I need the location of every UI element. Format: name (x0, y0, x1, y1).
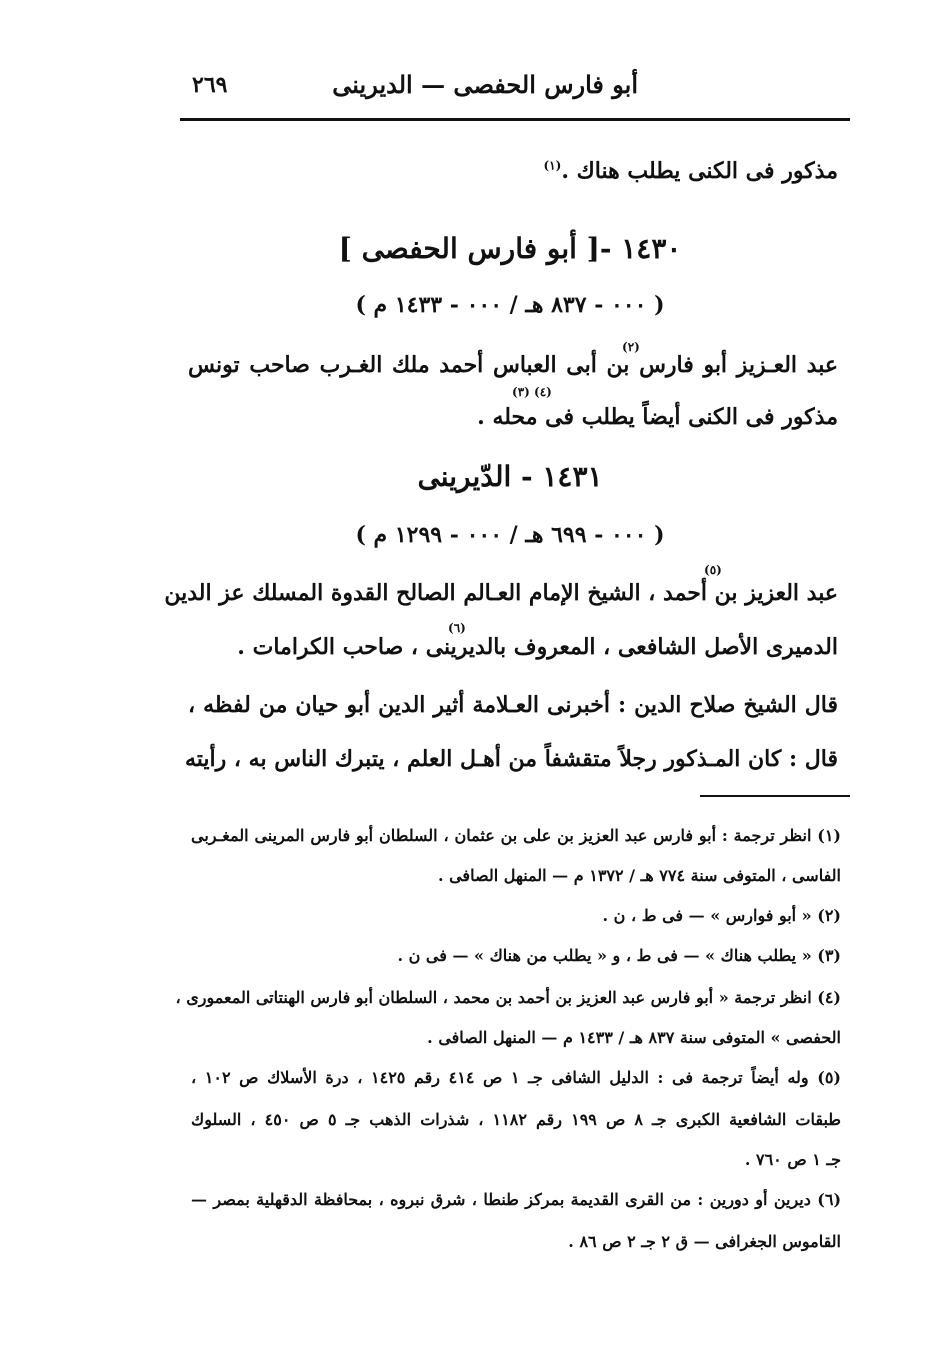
entry-1431-title: ١٤٣١ - الدّيرينى (417, 460, 603, 493)
header-divider (180, 118, 850, 121)
running-title: أبو فارس الحفصى — الديرينى (332, 70, 638, 99)
footnote-5-line-2: طبقات الشافعية الكبرى جـ ٨ ص ١٩٩ رقم ١١٨٢ ، شذرات الذهب جـ ٥ ص ٤٥٠ ، السلوك (191, 1110, 842, 1129)
entry-1431-dates: ( ٠٠٠ - ٦٩٩ هـ / ٠٠٠ - ١٢٩٩ م ) (355, 522, 665, 548)
page-number: ٢٦٩ (192, 72, 228, 98)
footnote-1-line-1: (١) انظر ترجمة : أبو فارس عبد العزيز بن على بن عثمان ، السلطان أبو فارس المرينى المغـربى (191, 826, 841, 845)
footnote-ref-2: (٢) (622, 340, 640, 354)
footnote-5-line-3: جـ ١ ص ٧٦٠ . (744, 1150, 841, 1169)
footnote-6-line-1: (٦) ديرين أو دورين : من القرى القديمة بمركز طنطا ، شرق نبروه ، بمحافظة الدقهلية بمصر — (191, 1190, 842, 1209)
entry-1431-line-1: عبد العزيز بن أحمد ، الشيخ الإمام العـالم الصالح القدوة المسلك عز الدين (164, 580, 838, 606)
intro-line (543, 158, 838, 184)
intro-text: مذكور فى الكنى يطلب هناك . (561, 158, 838, 184)
footnote-ref-5: (٥) (704, 563, 722, 577)
footnote-ref-3-4: (٣) (٤) (512, 385, 552, 399)
footnote-ref-1: (١) (543, 158, 562, 173)
footnote-4-line-1: (٤) انظر ترجمة « أبو فارس عبد العزيز بن أحمد بن محمد ، السلطان أبو فارس الهنتاتى المعمورى ، (175, 988, 841, 1007)
footnote-5-line-1: (٥) وله أيضاً ترجمة فى : الدليل الشافى جـ ١ ص ٤١٤ رقم ١٤٢٥ ، درة الأسلاك ص ١٠٢ ، (191, 1068, 841, 1087)
footnote-3: (٣) « يطلب هناك » — فى ط ، و « يطلب من هناك » — فى ن . (397, 946, 841, 965)
entry-1430-line-1 (188, 352, 838, 378)
footnote-6-line-2: القاموس الجغرافى — ق ٢ جـ ٢ ص ٨٦ . (568, 1232, 841, 1251)
entry-1430-dates: ( ٠٠٠ - ٨٣٧ هـ / ٠٠٠ - ١٤٣٣ م ) (355, 292, 665, 318)
footnote-4-line-2: الحفصى » المتوفى سنة ٨٣٧ هـ / ١٤٣٣ م — المنهل الصافى . (427, 1028, 841, 1047)
entry-1430-line-2: مذكور فى الكنى أيضاً يطلب فى محله . (477, 404, 838, 430)
entry-1430-line-1-text: عبد العـزيز أبو فارس بن أبى العباس أحمد ملك الغـرب صاحب تونس (188, 352, 838, 378)
footnote-2: (٢) « أبو فوارس » — فى ط ، ن . (602, 906, 841, 925)
footnote-ref-6: (٦) (448, 621, 466, 635)
footnote-1-line-2: الفاسى ، المتوفى سنة ٧٧٤ هـ / ١٣٧٢ م — المنهل الصافى . (437, 866, 841, 885)
footnote-divider (700, 795, 850, 797)
page-header (180, 68, 848, 108)
entry-1430-title: ١٤٣٠ -[ أبو فارس الحفصى ] (338, 232, 682, 265)
entry-1431-line-2: الدميرى الأصل الشافعى ، المعروف بالديرينى ، صاحب الكرامات . (237, 634, 838, 660)
entry-1431-line-4: قال : كان المـذكور رجلاً متقشفاً من أهـل العلم ، يتبرك الناس به ، رأيته (184, 746, 838, 772)
entry-1431-line-3: قال الشيخ صلاح الدين : أخبرنى العـلامة أثير الدين أبو حيان من لفظه ، (188, 692, 838, 718)
